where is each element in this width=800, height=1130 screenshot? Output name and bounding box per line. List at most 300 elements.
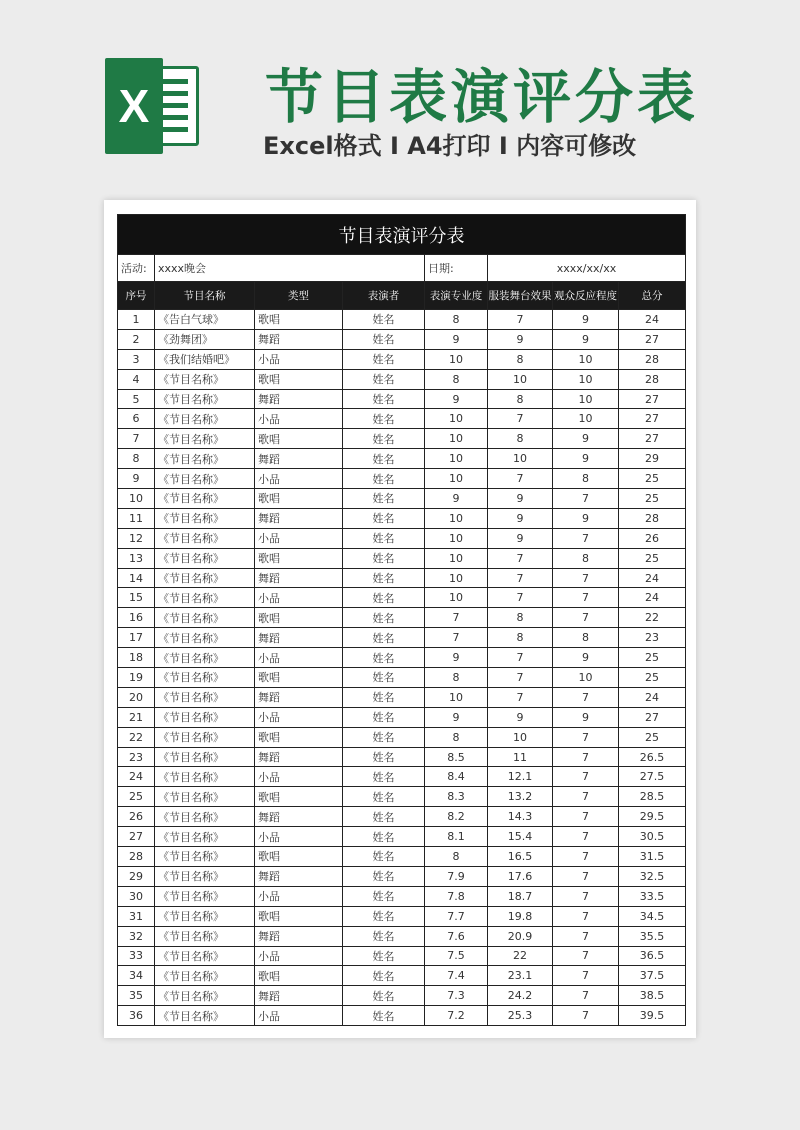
table-cell[interactable]: 14.3 (488, 807, 553, 827)
table-cell[interactable]: 7 (553, 528, 619, 548)
table-cell[interactable]: 28 (118, 847, 155, 867)
table-cell[interactable]: 姓名 (343, 548, 425, 568)
table-cell[interactable]: 9 (553, 310, 619, 330)
table-cell[interactable]: 舞蹈 (255, 926, 343, 946)
table-cell[interactable]: 20.9 (488, 926, 553, 946)
table-cell[interactable]: 小品 (255, 588, 343, 608)
table-cell[interactable]: 8 (425, 847, 488, 867)
table-cell[interactable]: 姓名 (343, 847, 425, 867)
table-cell[interactable]: 31 (118, 906, 155, 926)
table-cell[interactable]: 小品 (255, 827, 343, 847)
table-cell[interactable]: 24.2 (488, 986, 553, 1006)
table-cell[interactable]: 姓名 (343, 886, 425, 906)
table-cell[interactable]: 9 (425, 389, 488, 409)
table-cell[interactable]: 9 (553, 508, 619, 528)
table-cell[interactable]: 舞蹈 (255, 628, 343, 648)
table-cell[interactable]: 7 (553, 926, 619, 946)
table-cell[interactable]: 7.4 (425, 966, 488, 986)
table-cell[interactable]: 7 (553, 966, 619, 986)
table-cell[interactable]: 姓名 (343, 369, 425, 389)
table-cell[interactable]: 30 (118, 886, 155, 906)
table-cell[interactable]: 22 (488, 946, 553, 966)
table-cell[interactable]: 24 (619, 588, 686, 608)
table-cell[interactable]: 姓名 (343, 906, 425, 926)
table-cell[interactable]: 歌唱 (255, 548, 343, 568)
table-cell[interactable]: 《节目名称》 (155, 528, 255, 548)
table-cell[interactable]: 8 (488, 389, 553, 409)
table-cell[interactable]: 22 (619, 608, 686, 628)
table-cell[interactable]: 33.5 (619, 886, 686, 906)
table-cell[interactable]: 8 (118, 449, 155, 469)
table-cell[interactable]: 27 (619, 329, 686, 349)
table-cell[interactable]: 12.1 (488, 767, 553, 787)
table-cell[interactable]: 10 (553, 369, 619, 389)
table-cell[interactable]: 18 (118, 648, 155, 668)
table-cell[interactable]: 10 (425, 508, 488, 528)
table-cell[interactable]: 7 (553, 568, 619, 588)
table-cell[interactable]: 舞蹈 (255, 329, 343, 349)
table-cell[interactable]: 7 (553, 906, 619, 926)
table-cell[interactable]: 10 (488, 449, 553, 469)
table-cell[interactable]: 20 (118, 687, 155, 707)
table-cell[interactable]: 4 (118, 369, 155, 389)
table-cell[interactable]: 歌唱 (255, 787, 343, 807)
table-cell[interactable]: 舞蹈 (255, 449, 343, 469)
table-cell[interactable]: 《我们结婚吧》 (155, 349, 255, 369)
table-cell[interactable]: 13 (118, 548, 155, 568)
table-cell[interactable]: 25 (118, 787, 155, 807)
table-cell[interactable]: 8.5 (425, 747, 488, 767)
table-row (118, 747, 686, 767)
table-cell[interactable]: 7 (553, 847, 619, 867)
table-cell[interactable]: 21 (118, 707, 155, 727)
table-cell[interactable]: 7 (553, 588, 619, 608)
table-cell[interactable]: 歌唱 (255, 429, 343, 449)
table-cell[interactable]: 《节目名称》 (155, 946, 255, 966)
table-cell[interactable]: 歌唱 (255, 489, 343, 509)
table-cell[interactable]: 7 (553, 687, 619, 707)
table-cell[interactable]: 8.3 (425, 787, 488, 807)
table-cell[interactable]: 姓名 (343, 568, 425, 588)
table-cell[interactable]: 姓名 (343, 389, 425, 409)
table-cell[interactable]: 8 (488, 429, 553, 449)
table-cell[interactable]: 姓名 (343, 1006, 425, 1026)
table-cell[interactable]: 姓名 (343, 966, 425, 986)
table-cell[interactable]: 15.4 (488, 827, 553, 847)
table-cell[interactable]: 10 (118, 489, 155, 509)
table-cell[interactable]: 姓名 (343, 807, 425, 827)
table-cell[interactable]: 27 (118, 827, 155, 847)
table-cell[interactable]: 8 (425, 310, 488, 330)
table-cell[interactable]: 歌唱 (255, 310, 343, 330)
table-cell[interactable]: 38.5 (619, 986, 686, 1006)
table-cell[interactable]: 27 (619, 429, 686, 449)
table-cell[interactable]: 9 (425, 707, 488, 727)
table-cell[interactable]: 27.5 (619, 767, 686, 787)
table-cell[interactable]: 《节目名称》 (155, 648, 255, 668)
table-cell[interactable]: 27 (619, 409, 686, 429)
table-cell[interactable]: 10 (488, 727, 553, 747)
table-cell[interactable]: 舞蹈 (255, 807, 343, 827)
table-cell[interactable]: 歌唱 (255, 369, 343, 389)
table-cell[interactable]: 23 (118, 747, 155, 767)
table-cell[interactable]: 歌唱 (255, 608, 343, 628)
date-value[interactable]: xxxx/xx/xx (488, 255, 686, 282)
table-cell[interactable]: 25 (619, 648, 686, 668)
table-cell[interactable]: 35.5 (619, 926, 686, 946)
column-header: 类型 (255, 282, 343, 310)
table-cell[interactable]: 7 (553, 608, 619, 628)
table-cell[interactable]: 歌唱 (255, 906, 343, 926)
table-cell[interactable]: 37.5 (619, 966, 686, 986)
table-cell[interactable]: 7.8 (425, 886, 488, 906)
table-cell[interactable]: 25 (619, 489, 686, 509)
table-cell[interactable]: 9 (553, 707, 619, 727)
table-cell[interactable]: 《节目名称》 (155, 747, 255, 767)
table-cell[interactable]: 29 (619, 449, 686, 469)
table-cell[interactable]: 8 (553, 548, 619, 568)
table-cell[interactable]: 姓名 (343, 349, 425, 369)
table-cell[interactable]: 10 (425, 349, 488, 369)
table-cell[interactable]: 姓名 (343, 707, 425, 727)
table-cell[interactable]: 7 (553, 866, 619, 886)
table-cell[interactable]: 28 (619, 508, 686, 528)
table-cell[interactable]: 《节目名称》 (155, 707, 255, 727)
table-cell[interactable]: 28 (619, 349, 686, 369)
table-cell[interactable]: 姓名 (343, 469, 425, 489)
table-cell[interactable]: 5 (118, 389, 155, 409)
table-cell[interactable]: 1 (118, 310, 155, 330)
table-cell[interactable]: 32.5 (619, 866, 686, 886)
table-cell[interactable]: 《劲舞团》 (155, 329, 255, 349)
table-cell[interactable]: 10 (553, 349, 619, 369)
table-cell[interactable]: 姓名 (343, 727, 425, 747)
table-cell[interactable]: 姓名 (343, 628, 425, 648)
table-cell[interactable]: 姓名 (343, 648, 425, 668)
table-cell[interactable]: 《节目名称》 (155, 449, 255, 469)
table-cell[interactable]: 15 (118, 588, 155, 608)
table-cell[interactable]: 8 (425, 369, 488, 389)
table-cell[interactable]: 9 (488, 489, 553, 509)
table-cell[interactable]: 16.5 (488, 847, 553, 867)
table-cell[interactable]: 歌唱 (255, 727, 343, 747)
table-cell[interactable]: 24 (619, 310, 686, 330)
table-cell[interactable]: 姓名 (343, 747, 425, 767)
table-cell[interactable]: 7 (488, 568, 553, 588)
table-cell[interactable]: 7 (425, 628, 488, 648)
table-cell[interactable]: 《节目名称》 (155, 469, 255, 489)
table-cell[interactable]: 《告白气球》 (155, 310, 255, 330)
table-cell[interactable]: 24 (619, 568, 686, 588)
table-cell[interactable]: 小品 (255, 409, 343, 429)
table-cell[interactable]: 《节目名称》 (155, 687, 255, 707)
table-cell[interactable]: 10 (488, 369, 553, 389)
table-cell[interactable]: 7.3 (425, 986, 488, 1006)
table-cell[interactable]: 小品 (255, 707, 343, 727)
table-cell[interactable]: 9 (553, 429, 619, 449)
table-cell[interactable]: 姓名 (343, 329, 425, 349)
table-cell[interactable]: 9 (488, 508, 553, 528)
table-cell[interactable]: 9 (553, 449, 619, 469)
table-cell[interactable]: 12 (118, 528, 155, 548)
table-cell[interactable]: 7 (425, 608, 488, 628)
table-cell[interactable]: 31.5 (619, 847, 686, 867)
table-cell[interactable]: 姓名 (343, 687, 425, 707)
table-cell[interactable]: 7 (553, 747, 619, 767)
table-cell[interactable]: 姓名 (343, 767, 425, 787)
table-cell[interactable]: 舞蹈 (255, 986, 343, 1006)
table-cell[interactable]: 8 (488, 349, 553, 369)
table-cell[interactable]: 19.8 (488, 906, 553, 926)
table-cell[interactable]: 8 (425, 668, 488, 688)
table-cell[interactable]: 姓名 (343, 668, 425, 688)
table-cell[interactable]: 姓名 (343, 429, 425, 449)
table-cell[interactable]: 姓名 (343, 827, 425, 847)
table-cell[interactable]: 29.5 (619, 807, 686, 827)
date-label: 日期: (425, 255, 488, 282)
table-cell[interactable]: 10 (425, 687, 488, 707)
table-cell[interactable]: 姓名 (343, 946, 425, 966)
table-cell[interactable]: 《节目名称》 (155, 847, 255, 867)
table-cell[interactable]: 《节目名称》 (155, 369, 255, 389)
table-cell[interactable]: 《节目名称》 (155, 389, 255, 409)
table-cell[interactable]: 7 (553, 827, 619, 847)
table-cell[interactable]: 7 (553, 946, 619, 966)
table-cell[interactable]: 《节目名称》 (155, 966, 255, 986)
table-cell[interactable]: 《节目名称》 (155, 906, 255, 926)
table-cell[interactable]: 6 (118, 409, 155, 429)
table-cell[interactable]: 8.1 (425, 827, 488, 847)
table-cell[interactable]: 歌唱 (255, 966, 343, 986)
table-cell[interactable]: 姓名 (343, 528, 425, 548)
table-cell[interactable]: 7 (553, 767, 619, 787)
table-cell[interactable]: 23.1 (488, 966, 553, 986)
table-cell[interactable]: 7 (553, 787, 619, 807)
table-cell[interactable]: 8.4 (425, 767, 488, 787)
table-cell[interactable]: 11 (488, 747, 553, 767)
table-cell[interactable]: 34.5 (619, 906, 686, 926)
table-cell[interactable]: 8 (553, 628, 619, 648)
table-cell[interactable]: 26 (118, 807, 155, 827)
table-cell[interactable]: 《节目名称》 (155, 827, 255, 847)
table-cell[interactable]: 9 (425, 648, 488, 668)
table-cell[interactable]: 《节目名称》 (155, 886, 255, 906)
table-cell[interactable]: 10 (553, 409, 619, 429)
table-cell[interactable]: 7 (488, 668, 553, 688)
table-cell[interactable]: 39.5 (619, 1006, 686, 1026)
table-cell[interactable]: 9 (553, 329, 619, 349)
table-cell[interactable]: 《节目名称》 (155, 429, 255, 449)
table-cell[interactable]: 姓名 (343, 310, 425, 330)
table-cell[interactable]: 姓名 (343, 866, 425, 886)
table-row (118, 608, 686, 628)
table-cell[interactable]: 8.2 (425, 807, 488, 827)
table-cell[interactable]: 舞蹈 (255, 508, 343, 528)
table-cell[interactable]: 32 (118, 926, 155, 946)
table-cell[interactable]: 10 (425, 568, 488, 588)
table-cell[interactable]: 小品 (255, 469, 343, 489)
table-cell[interactable]: 姓名 (343, 608, 425, 628)
table-cell[interactable]: 舞蹈 (255, 389, 343, 409)
table-cell[interactable]: 9 (118, 469, 155, 489)
table-cell[interactable]: 7.6 (425, 926, 488, 946)
table-cell[interactable]: 姓名 (343, 926, 425, 946)
table-cell[interactable]: 25 (619, 469, 686, 489)
table-cell[interactable]: 27 (619, 389, 686, 409)
table-cell[interactable]: 小品 (255, 886, 343, 906)
table-cell[interactable]: 10 (553, 389, 619, 409)
table-cell[interactable]: 10 (425, 449, 488, 469)
banner-subtitle: Excel格式 I A4打印 I 内容可修改 (263, 132, 637, 160)
table-cell[interactable]: 7 (553, 807, 619, 827)
table-cell[interactable]: 《节目名称》 (155, 807, 255, 827)
table-cell[interactable]: 7 (553, 986, 619, 1006)
table-cell[interactable]: 歌唱 (255, 847, 343, 867)
table-cell[interactable]: 2 (118, 329, 155, 349)
table-cell[interactable]: 《节目名称》 (155, 727, 255, 747)
table-cell[interactable]: 8 (488, 628, 553, 648)
table-cell[interactable]: 25 (619, 668, 686, 688)
table-cell[interactable]: 14 (118, 568, 155, 588)
table-cell[interactable]: 28.5 (619, 787, 686, 807)
table-cell[interactable]: 《节目名称》 (155, 767, 255, 787)
table-cell[interactable]: 姓名 (343, 787, 425, 807)
table-cell[interactable]: 13.2 (488, 787, 553, 807)
table-cell[interactable]: 小品 (255, 528, 343, 548)
table-cell[interactable]: 小品 (255, 946, 343, 966)
table-cell[interactable]: 小品 (255, 349, 343, 369)
table-cell[interactable]: 舞蹈 (255, 747, 343, 767)
table-cell[interactable]: 姓名 (343, 449, 425, 469)
table-cell[interactable]: 24 (619, 687, 686, 707)
table-cell[interactable]: 3 (118, 349, 155, 369)
table-cell[interactable]: 《节目名称》 (155, 489, 255, 509)
table-cell[interactable]: 7 (553, 886, 619, 906)
table-cell[interactable]: 舞蹈 (255, 687, 343, 707)
table-cell[interactable]: 22 (118, 727, 155, 747)
table-cell[interactable]: 姓名 (343, 489, 425, 509)
table-cell[interactable]: 29 (118, 866, 155, 886)
table-cell[interactable]: 7 (488, 687, 553, 707)
table-cell[interactable]: 《节目名称》 (155, 508, 255, 528)
table-cell[interactable]: 24 (118, 767, 155, 787)
table-cell[interactable]: 小品 (255, 1006, 343, 1026)
table-cell[interactable]: 10 (425, 429, 488, 449)
table-cell[interactable]: 《节目名称》 (155, 568, 255, 588)
table-row (118, 687, 686, 707)
table-cell[interactable]: 7 (553, 489, 619, 509)
table-cell[interactable]: 9 (488, 528, 553, 548)
table-cell[interactable]: 17 (118, 628, 155, 648)
table-cell[interactable]: 28 (619, 369, 686, 389)
table-cell[interactable]: 7 (488, 588, 553, 608)
table-cell[interactable]: 10 (425, 528, 488, 548)
table-cell[interactable]: 10 (425, 409, 488, 429)
activity-value[interactable]: xxxx晚会 (155, 255, 425, 282)
table-cell[interactable]: 11 (118, 508, 155, 528)
table-row (118, 548, 686, 568)
table-cell[interactable]: 《节目名称》 (155, 926, 255, 946)
table-cell[interactable]: 9 (488, 329, 553, 349)
table-cell[interactable]: 7.9 (425, 866, 488, 886)
table-cell[interactable]: 7 (488, 310, 553, 330)
table-cell[interactable]: 《节目名称》 (155, 628, 255, 648)
excel-logo-icon (103, 58, 203, 154)
table-cell[interactable]: 《节目名称》 (155, 409, 255, 429)
table-cell[interactable]: 歌唱 (255, 668, 343, 688)
table-cell[interactable]: 33 (118, 946, 155, 966)
table-cell[interactable]: 9 (425, 489, 488, 509)
table-cell[interactable]: 27 (619, 707, 686, 727)
table-cell[interactable]: 8 (553, 469, 619, 489)
table-cell[interactable]: 10 (553, 668, 619, 688)
table-cell[interactable]: 7 (488, 548, 553, 568)
table-cell[interactable]: 8 (488, 608, 553, 628)
table-cell[interactable]: 10 (425, 588, 488, 608)
table-cell[interactable]: 7.2 (425, 1006, 488, 1026)
table-cell[interactable]: 9 (425, 329, 488, 349)
table-cell[interactable]: 7.5 (425, 946, 488, 966)
table-cell[interactable]: 小品 (255, 648, 343, 668)
table-cell[interactable]: 姓名 (343, 986, 425, 1006)
table-cell[interactable]: 姓名 (343, 409, 425, 429)
table-cell[interactable]: 7 (118, 429, 155, 449)
table-cell[interactable]: 25 (619, 727, 686, 747)
table-cell[interactable]: 26 (619, 528, 686, 548)
table-cell[interactable]: 7 (488, 469, 553, 489)
table-cell[interactable]: 7 (553, 1006, 619, 1026)
table-cell[interactable]: 《节目名称》 (155, 548, 255, 568)
table-cell[interactable]: 舞蹈 (255, 568, 343, 588)
table-cell[interactable]: 《节目名称》 (155, 787, 255, 807)
table-cell[interactable]: 7 (488, 409, 553, 429)
table-cell[interactable]: 25.3 (488, 1006, 553, 1026)
table-cell[interactable]: 7.7 (425, 906, 488, 926)
table-cell[interactable]: 23 (619, 628, 686, 648)
table-row (118, 668, 686, 688)
table-cell[interactable]: 8 (425, 727, 488, 747)
table-cell[interactable]: 《节目名称》 (155, 588, 255, 608)
table-cell[interactable]: 36 (118, 1006, 155, 1026)
table-cell[interactable]: 《节目名称》 (155, 1006, 255, 1026)
table-cell[interactable]: 18.7 (488, 886, 553, 906)
table-cell[interactable]: 7 (488, 648, 553, 668)
table-cell[interactable]: 7 (553, 727, 619, 747)
table-cell[interactable]: 《节目名称》 (155, 866, 255, 886)
table-cell[interactable]: 30.5 (619, 827, 686, 847)
table-cell[interactable]: 35 (118, 986, 155, 1006)
table-cell[interactable]: 姓名 (343, 588, 425, 608)
table-cell[interactable]: 《节目名称》 (155, 668, 255, 688)
table-cell[interactable]: 9 (553, 648, 619, 668)
table-cell[interactable]: 16 (118, 608, 155, 628)
table-cell[interactable]: 舞蹈 (255, 866, 343, 886)
table-cell[interactable]: 小品 (255, 767, 343, 787)
table-cell[interactable]: 姓名 (343, 508, 425, 528)
table-cell[interactable]: 9 (488, 707, 553, 727)
table-cell[interactable]: 36.5 (619, 946, 686, 966)
table-cell[interactable]: 34 (118, 966, 155, 986)
table-cell[interactable]: 10 (425, 548, 488, 568)
table-cell[interactable]: 17.6 (488, 866, 553, 886)
table-cell[interactable]: 25 (619, 548, 686, 568)
table-cell[interactable]: 10 (425, 469, 488, 489)
table-cell[interactable]: 《节目名称》 (155, 608, 255, 628)
table-cell[interactable]: 19 (118, 668, 155, 688)
table-cell[interactable]: 26.5 (619, 747, 686, 767)
table-row (118, 369, 686, 389)
table-cell[interactable]: 《节目名称》 (155, 986, 255, 1006)
